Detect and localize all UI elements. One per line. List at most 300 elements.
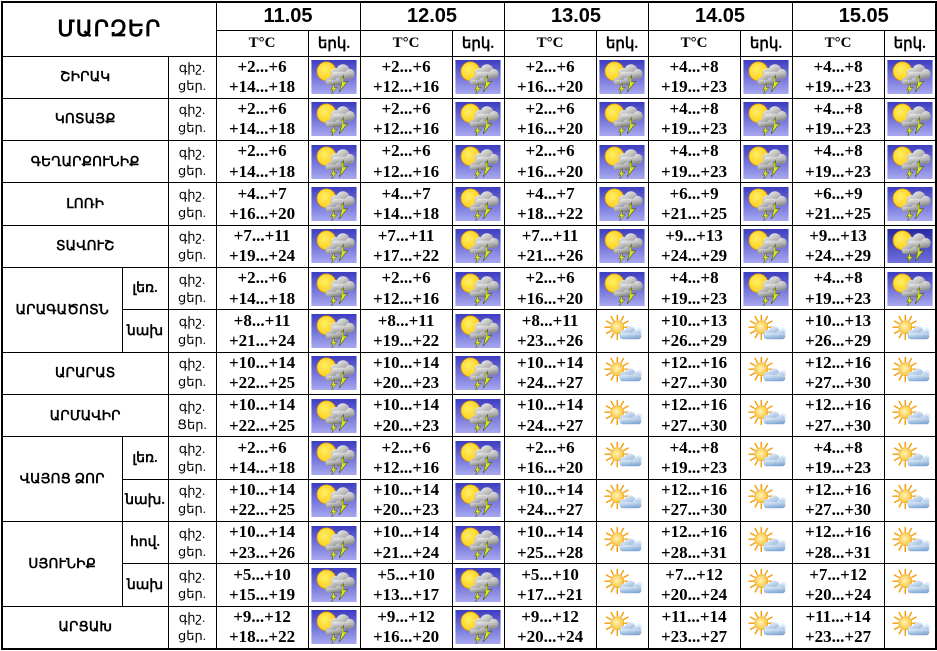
night-temperature: +10...+14	[516, 395, 584, 415]
weather-icon-cell	[740, 395, 792, 437]
night-temperature: +2...+6	[525, 268, 575, 288]
temperature-cell	[216, 437, 308, 479]
temperature-cell	[360, 56, 452, 98]
sun-behind-cloud-icon	[887, 314, 933, 348]
weather-icon-cell	[740, 268, 792, 310]
day-temperature: +20...+23	[372, 373, 440, 393]
day-temperature: +20...+24	[660, 585, 728, 605]
weather-icon-cell	[452, 395, 504, 437]
day-temperature: +23...+27	[660, 627, 728, 647]
temperature-cell	[360, 141, 452, 183]
weather-icon-cell	[740, 183, 792, 225]
weather-icon-cell	[740, 141, 792, 183]
temperature-cell	[648, 183, 740, 225]
night-temperature: +4...+7	[237, 183, 287, 203]
sun-clouds-lightning-icon	[455, 356, 501, 390]
day-temperature: +26...+29	[660, 331, 728, 351]
day-label: ցեր.	[178, 332, 206, 348]
temperature-cell	[216, 352, 308, 394]
night-temperature: +4...+8	[669, 437, 719, 457]
weather-icon-cell	[308, 183, 360, 225]
day-temperature: +16...+20	[516, 119, 584, 139]
night-label: գիշ.	[178, 229, 206, 245]
night-label: գիշ.	[178, 610, 206, 626]
night-temperature: +12...+16	[660, 395, 728, 415]
sun-clouds-lightning-icon	[455, 60, 501, 94]
day-temperature: +14...+18	[228, 288, 296, 308]
sun-clouds-lightning-icon	[887, 187, 933, 221]
forecast-row-ararat	[2, 352, 936, 394]
sun-clouds-lightning-icon	[311, 356, 357, 390]
night-temperature: +8...+11	[233, 310, 291, 330]
sun-clouds-lightning-icon	[743, 102, 789, 136]
temperature-subheader: T°C	[360, 30, 452, 56]
temperature-cell	[216, 310, 308, 352]
forecast-row-shirak	[2, 56, 936, 98]
temperature-subheader: T°C	[648, 30, 740, 56]
temperature-cell	[648, 564, 740, 606]
temperature-subheader: T°C	[792, 30, 884, 56]
weather-icon-cell	[884, 395, 936, 437]
night-temperature: +10...+14	[372, 522, 440, 542]
sun-clouds-lightning-icon	[455, 526, 501, 560]
weather-icon-cell	[884, 522, 936, 564]
day-label: ցեր.	[178, 78, 206, 94]
weather-icon-cell	[596, 268, 648, 310]
temperature-cell	[216, 268, 308, 310]
regions-title: ՄԱՐԶԵՐ	[2, 2, 216, 56]
sun-behind-cloud-icon	[743, 568, 789, 602]
weather-icon-cell	[740, 479, 792, 521]
night-label: գիշ.	[178, 398, 206, 414]
temperature-cell	[360, 268, 452, 310]
temperature-cell	[360, 437, 452, 479]
temperature-cell	[792, 352, 884, 394]
forecast-row-gegharkunik	[2, 141, 936, 183]
day-temperature: +14...+18	[372, 204, 440, 224]
weather-icon-cell	[596, 225, 648, 267]
weather-icon-cell	[884, 437, 936, 479]
night-temperature: +7...+11	[233, 226, 291, 246]
sky-subheader: երկ.	[596, 30, 648, 56]
day-label: ցեր.	[178, 543, 206, 559]
night-temperature: +4...+7	[525, 183, 575, 203]
day-temperature: +16...+20	[516, 288, 584, 308]
forecast-row-tavush	[2, 225, 936, 267]
sun-behind-cloud-icon	[599, 314, 645, 348]
temperature-cell	[648, 606, 740, 649]
subzone-label: նախ	[122, 310, 168, 352]
weather-icon-cell	[596, 437, 648, 479]
night-temperature: +10...+14	[372, 480, 440, 500]
night-temperature: +10...+13	[660, 310, 728, 330]
weather-icon-cell	[740, 56, 792, 98]
sun-clouds-lightning-icon	[887, 60, 933, 94]
region-name-aragatsotn: ԱՐԱԳԱԾՈՏՆ	[2, 268, 122, 353]
temperature-subheader: T°C	[504, 30, 596, 56]
day-temperature: +20...+24	[516, 627, 584, 647]
night-temperature: +12...+16	[660, 480, 728, 500]
night-temperature: +2...+6	[237, 268, 287, 288]
night-temperature: +10...+14	[516, 353, 584, 373]
day-temperature: +27...+30	[804, 373, 872, 393]
day-temperature: +21...+26	[516, 246, 584, 266]
night-label: գիշ.	[178, 525, 206, 541]
sun-clouds-lightning-icon	[455, 229, 501, 263]
day-temperature: +16...+20	[372, 627, 440, 647]
day-temperature: +19...+23	[660, 458, 728, 478]
temperature-subheader: T°C	[216, 30, 308, 56]
weather-icon-cell	[884, 268, 936, 310]
weather-icon-cell	[452, 56, 504, 98]
sun-behind-cloud-icon	[887, 483, 933, 517]
sun-clouds-lightning-icon	[455, 187, 501, 221]
temperature-cell	[792, 225, 884, 267]
weather-icon-cell	[884, 225, 936, 267]
sun-clouds-lightning-icon	[455, 399, 501, 433]
weather-icon-cell	[884, 479, 936, 521]
sun-behind-cloud-icon	[743, 483, 789, 517]
forecast-row-armavir	[2, 395, 936, 437]
weather-icon-cell	[308, 310, 360, 352]
sun-behind-cloud-icon	[887, 568, 933, 602]
night-temperature: +4...+8	[813, 56, 863, 76]
night-temperature: +7...+11	[377, 226, 435, 246]
day-temperature: +12...+16	[372, 288, 440, 308]
night-day-label-cell	[168, 564, 216, 606]
sun-clouds-lightning-icon	[455, 145, 501, 179]
date-header: 15.05	[792, 2, 936, 30]
day-temperature: +12...+16	[372, 119, 440, 139]
day-temperature: +28...+31	[660, 542, 728, 562]
day-label: ցեր.	[178, 247, 206, 263]
region-name-tavush: ՏԱՎՈՒՇ	[2, 225, 168, 267]
sun-clouds-lightning-icon	[455, 441, 501, 475]
temperature-cell	[792, 522, 884, 564]
subzone-label: լեռ.	[122, 268, 168, 310]
weather-icon-cell	[308, 606, 360, 649]
sun-clouds-lightning-icon	[455, 102, 501, 136]
night-temperature: +10...+14	[372, 395, 440, 415]
temperature-cell	[216, 98, 308, 140]
day-label: ցեր.	[178, 628, 206, 644]
night-label: գիշ.	[178, 59, 206, 75]
day-temperature: +15...+19	[228, 585, 296, 605]
night-temperature: +2...+6	[381, 141, 431, 161]
sun-clouds-lightning-icon	[455, 568, 501, 602]
night-label: գիշ.	[178, 144, 206, 160]
night-day-label-cell	[168, 606, 216, 649]
temperature-cell	[216, 479, 308, 521]
day-label: ցեր.	[178, 459, 206, 475]
night-temperature: +4...+8	[669, 99, 719, 119]
night-day-label-cell	[168, 56, 216, 98]
night-temperature: +10...+14	[516, 522, 584, 542]
weather-icon-cell	[452, 98, 504, 140]
day-temperature: +27...+30	[660, 415, 728, 435]
temperature-cell	[216, 395, 308, 437]
night-temperature: +12...+16	[804, 353, 872, 373]
temperature-cell	[360, 225, 452, 267]
night-temperature: +4...+8	[669, 56, 719, 76]
temperature-cell	[648, 310, 740, 352]
day-temperature: +21...+24	[228, 331, 296, 351]
forecast-row-syunik-2	[2, 564, 936, 606]
forecast-row-aragatsotn-1	[2, 268, 936, 310]
weather-icon-cell	[452, 564, 504, 606]
temperature-cell	[504, 564, 596, 606]
weather-icon-cell	[596, 395, 648, 437]
temperature-cell	[792, 437, 884, 479]
day-temperature: +19...+23	[660, 161, 728, 181]
night-day-label-cell	[168, 479, 216, 521]
night-temperature: +2...+6	[237, 437, 287, 457]
day-temperature: +25...+28	[516, 542, 584, 562]
sun-behind-cloud-icon	[743, 610, 789, 644]
sun-clouds-lightning-icon	[311, 187, 357, 221]
sun-behind-cloud-icon	[599, 399, 645, 433]
weather-icon-cell	[452, 183, 504, 225]
night-day-label-cell	[168, 395, 216, 437]
sun-behind-cloud-icon	[887, 441, 933, 475]
weather-icon-cell	[740, 225, 792, 267]
day-temperature: +23...+26	[228, 542, 296, 562]
sun-clouds-lightning-icon	[599, 272, 645, 306]
day-temperature: +19...+24	[228, 246, 296, 266]
night-temperature: +2...+6	[381, 99, 431, 119]
day-temperature: +19...+23	[804, 288, 872, 308]
night-day-label-cell	[168, 437, 216, 479]
day-label: ցեր.	[178, 120, 206, 136]
weather-icon-cell	[308, 141, 360, 183]
region-name-syunik: ՍՅՈՒՆԻՔ	[2, 522, 122, 607]
sun-clouds-lightning-icon	[599, 60, 645, 94]
temperature-cell	[504, 479, 596, 521]
temperature-cell	[504, 268, 596, 310]
night-temperature: +12...+16	[660, 353, 728, 373]
temperature-cell	[792, 98, 884, 140]
temperature-cell	[216, 141, 308, 183]
sun-clouds-lightning-icon	[455, 610, 501, 644]
sky-subheader: երկ.	[452, 30, 504, 56]
sun-clouds-lightning-icon	[311, 314, 357, 348]
weather-icon-cell	[884, 564, 936, 606]
forecast-row-syunik-1	[2, 522, 936, 564]
day-temperature: +20...+23	[372, 500, 440, 520]
forecast-row-artsakh	[2, 606, 936, 649]
night-label: գիշ.	[178, 186, 206, 202]
weather-icon-cell	[308, 479, 360, 521]
night-day-label-cell	[168, 522, 216, 564]
night-temperature: +4...+8	[669, 141, 719, 161]
day-temperature: +24...+27	[516, 373, 584, 393]
subzone-label: նախ	[122, 564, 168, 606]
weather-icon-cell	[596, 56, 648, 98]
night-temperature: +2...+6	[525, 99, 575, 119]
sun-clouds-lightning-icon	[887, 272, 933, 306]
weather-icon-cell	[308, 437, 360, 479]
night-temperature: +8...+11	[377, 310, 435, 330]
weather-icon-cell	[740, 98, 792, 140]
temperature-cell	[216, 564, 308, 606]
temperature-cell	[360, 310, 452, 352]
weather-icon-cell	[884, 141, 936, 183]
day-temperature: +12...+16	[372, 161, 440, 181]
forecast-row-vayots-dzor-1	[2, 437, 936, 479]
day-temperature: +20...+23	[372, 415, 440, 435]
weather-icon-cell	[452, 310, 504, 352]
weather-icon-cell	[740, 522, 792, 564]
sun-behind-cloud-icon	[599, 610, 645, 644]
day-temperature: +19...+23	[804, 77, 872, 97]
weather-icon-cell	[884, 56, 936, 98]
night-day-label-cell	[168, 225, 216, 267]
sun-clouds-lightning-icon	[743, 187, 789, 221]
day-temperature: +16...+20	[228, 204, 296, 224]
temperature-cell	[648, 141, 740, 183]
region-name-artsakh: ԱՐՑԱԽ	[2, 606, 168, 649]
day-temperature: +21...+25	[804, 204, 872, 224]
day-temperature: +16...+20	[516, 77, 584, 97]
sun-behind-cloud-icon	[887, 526, 933, 560]
temperature-cell	[792, 268, 884, 310]
sun-clouds-lightning-icon	[887, 145, 933, 179]
forecast-row-vayots-dzor-2	[2, 479, 936, 521]
region-name-lori: ԼՈՌԻ	[2, 183, 168, 225]
temperature-cell	[216, 606, 308, 649]
temperature-cell	[792, 564, 884, 606]
region-name-armavir: ԱՐՄԱՎԻՐ	[2, 395, 168, 437]
region-name-ararat: ԱՐԱՐԱՏ	[2, 352, 168, 394]
sun-behind-cloud-icon	[743, 441, 789, 475]
night-day-label-cell	[168, 141, 216, 183]
sun-behind-cloud-icon	[887, 356, 933, 390]
day-label: ցեր.	[178, 289, 206, 305]
sun-behind-cloud-icon	[599, 356, 645, 390]
regional-forecast-table	[1, 1, 937, 650]
temperature-cell	[504, 522, 596, 564]
weather-icon-cell	[452, 437, 504, 479]
weather-icon-cell	[452, 268, 504, 310]
weather-icon-cell	[452, 606, 504, 649]
weather-icon-cell	[308, 56, 360, 98]
night-temperature: +5...+10	[377, 564, 435, 584]
weather-icon-cell	[596, 183, 648, 225]
date-header: 12.05	[360, 2, 504, 30]
day-temperature: +22...+25	[228, 415, 296, 435]
night-temperature: +10...+14	[228, 522, 296, 542]
temperature-cell	[648, 479, 740, 521]
sun-behind-cloud-icon	[599, 568, 645, 602]
day-temperature: +16...+20	[516, 458, 584, 478]
night-temperature: +12...+16	[804, 522, 872, 542]
sun-clouds-lightning-icon	[455, 314, 501, 348]
weather-icon-cell	[740, 606, 792, 649]
weather-icon-cell	[884, 98, 936, 140]
night-temperature: +10...+13	[804, 310, 872, 330]
sun-clouds-lightning-icon	[311, 60, 357, 94]
weather-icon-cell	[740, 564, 792, 606]
night-temperature: +2...+6	[237, 99, 287, 119]
temperature-cell	[648, 437, 740, 479]
night-day-label-cell	[168, 183, 216, 225]
day-temperature: +23...+27	[804, 627, 872, 647]
sun-behind-cloud-icon	[599, 483, 645, 517]
weather-icon-cell	[452, 479, 504, 521]
weather-icon-cell	[740, 310, 792, 352]
night-temperature: +10...+14	[228, 395, 296, 415]
sun-clouds-lightning-icon	[599, 187, 645, 221]
night-temperature: +9...+13	[809, 226, 867, 246]
temperature-cell	[360, 183, 452, 225]
weather-icon-cell	[452, 225, 504, 267]
night-temperature: +4...+8	[669, 268, 719, 288]
forecast-row-aragatsotn-2	[2, 310, 936, 352]
temperature-cell	[360, 352, 452, 394]
weather-icon-cell	[596, 479, 648, 521]
temperature-cell	[504, 98, 596, 140]
night-label: գիշ.	[178, 313, 206, 329]
sun-clouds-lightning-icon	[743, 272, 789, 306]
day-temperature: +12...+16	[372, 458, 440, 478]
weather-icon-cell	[884, 352, 936, 394]
temperature-cell	[504, 437, 596, 479]
region-name-gegharkunik: ԳԵՂԱՐՔՈՒՆԻՔ	[2, 141, 168, 183]
night-temperature: +11...+14	[661, 606, 727, 626]
day-temperature: +22...+25	[228, 500, 296, 520]
weather-icon-cell	[884, 606, 936, 649]
night-temperature: +2...+6	[381, 437, 431, 457]
weather-icon-cell	[884, 183, 936, 225]
night-temperature: +6...+9	[813, 183, 863, 203]
temperature-cell	[216, 56, 308, 98]
day-temperature: +23...+26	[516, 331, 584, 351]
day-label: ցեր.	[178, 205, 206, 221]
sky-subheader: երկ.	[308, 30, 360, 56]
night-temperature: +11...+14	[805, 606, 871, 626]
day-temperature: +21...+24	[372, 542, 440, 562]
sun-clouds-lightning-icon	[599, 229, 645, 263]
temperature-cell	[792, 479, 884, 521]
sun-clouds-lightning-icon	[311, 399, 357, 433]
weather-icon-cell	[596, 98, 648, 140]
temperature-cell	[504, 395, 596, 437]
subzone-label: նախ.	[122, 479, 168, 521]
temperature-cell	[792, 395, 884, 437]
night-temperature: +12...+16	[660, 522, 728, 542]
sun-behind-cloud-icon	[599, 441, 645, 475]
forecast-body	[2, 56, 936, 649]
sun-behind-cloud-icon	[599, 526, 645, 560]
sun-clouds-lightning-icon	[743, 60, 789, 94]
sun-clouds-lightning-icon	[311, 102, 357, 136]
temperature-cell	[648, 268, 740, 310]
day-label: ցեր.	[178, 162, 206, 178]
night-temperature: +4...+8	[813, 99, 863, 119]
night-temperature: +7...+11	[521, 226, 579, 246]
forecast-row-kotayk	[2, 98, 936, 140]
temperature-cell	[360, 98, 452, 140]
temperature-cell	[504, 225, 596, 267]
night-label: գիշ.	[178, 102, 206, 118]
night-temperature: +10...+14	[228, 480, 296, 500]
temperature-cell	[360, 479, 452, 521]
weather-icon-cell	[452, 352, 504, 394]
temperature-cell	[792, 141, 884, 183]
day-temperature: +16...+20	[516, 161, 584, 181]
temperature-cell	[360, 564, 452, 606]
forecast-row-lori	[2, 183, 936, 225]
